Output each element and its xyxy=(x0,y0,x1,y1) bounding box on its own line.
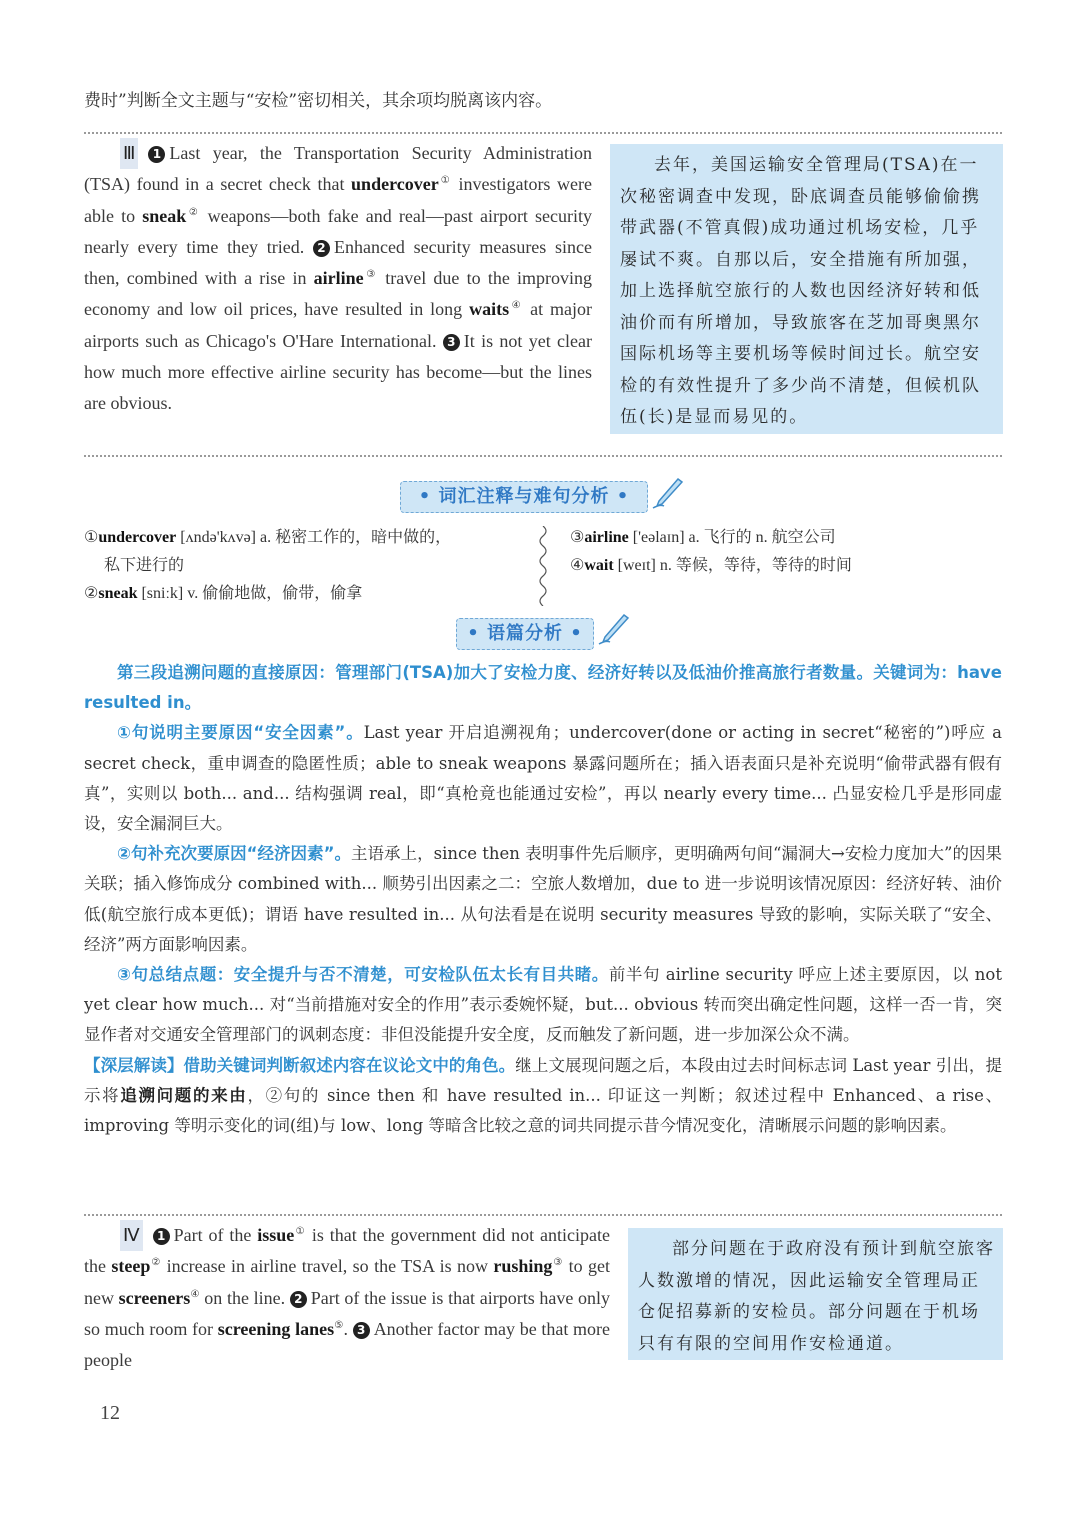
divider-mid xyxy=(84,455,1002,457)
analysis-summary: 第三段追溯问题的直接原因：管理部门(TSA)加大了安检力度、经济好转以及低油价推高旅行者数量。关键词为：have resulted in。 xyxy=(84,663,1002,713)
footnote-mark-3: ③ xyxy=(552,1257,564,1269)
paragraph-3-translation: 去年，美国运输安全管理局(TSA)在一次秘密调查中发现，卧底调查员能够偷偷携带武器(不管真假)成功通过机场安检，几乎屡试不爽。自那以后，安全措施有所加强，加上选择航空旅行的人数也因经济好转和低油价而有所增加，导致旅客在芝加哥奥黑尔国际机场等主要机场等候时间过长。航空安检的有效性提升了多少尚不清楚，但候机队伍(长)是显而易见的。 xyxy=(620,155,981,427)
footnote-mark-4: ④ xyxy=(190,1288,200,1300)
footnote-mark-5: ⑤ xyxy=(334,1319,344,1331)
sentence-2c: at major airports such as Chicago's O'Hare International. xyxy=(84,299,593,351)
vocab-word-screeners: screeners xyxy=(118,1287,191,1308)
pen-icon xyxy=(596,612,630,646)
analysis-body xyxy=(84,658,1002,1141)
wavy-divider xyxy=(537,526,549,606)
sentence-1d: to get new xyxy=(84,1256,611,1308)
sentence-1e: on the line. xyxy=(204,1287,286,1308)
sentence-1b: investigators were able to xyxy=(84,174,593,226)
sentence-1c: weapons—both fake and real—past airport security nearly every time they tried. xyxy=(84,205,593,257)
paragraph-4-english: Ⅳ 1 Part of the issue① is that the government did not anticipate the steep② increase in airline travel, so the TSA is now rushing③ to get new screeners④ on the line. 2 Part of the issue is that airports have only so much room for screening lanes⑤. 3 Another factor may be that more people xyxy=(84,1220,610,1376)
sentence-3: Another factor may be that more people xyxy=(84,1318,611,1371)
vocab-entry-1-cont: 私下进行的 xyxy=(104,557,185,574)
vocab-entry-4: ④wait [weɪt] n. 等候，等待，等待的时间 xyxy=(570,557,852,574)
footnote-mark-2: ② xyxy=(186,206,201,218)
vocab-word-airline: airline xyxy=(313,268,364,289)
vocab-word-rushing: rushing xyxy=(493,1256,553,1277)
pen-icon xyxy=(650,476,684,510)
sentence-number-3: 3 xyxy=(353,1322,370,1339)
footnote-mark-2: ② xyxy=(150,1257,162,1269)
paragraph-4-translation: 部分问题在于政府没有预计到航空旅客人数激增的情况，因此运输安全管理局正仓促招募新的安检员。部分问题在于机场只有有限的空间用作安检通道。 xyxy=(638,1239,995,1354)
vocab-headword-sneak: sneak xyxy=(98,585,138,602)
paragraph-3-english xyxy=(84,138,592,420)
vocab-entry-2: ②sneak [sniːk] v. 偷偷地做，偷带，偷拿 xyxy=(84,585,363,602)
vocab-word-undercover: undercover xyxy=(351,174,439,195)
footnote-mark-1: ① xyxy=(294,1226,306,1237)
sentence-number-1: 1 xyxy=(148,146,165,163)
vocab-headword-wait: wait xyxy=(584,557,614,574)
analysis-sentence-1: ①句说明主要原因“安全因素”。Last year 开启追溯视角；undercover(done or acting in secret“秘密的”)呼应 a secret check，重申调查的隐匿性质；able to sneak weapons 暴露问题所在；插入语表面只是补充说明“偷带武器有假有真”，实则以 both... and... 结构强调 real，即“真枪竟也能通过安检”，再以 nearly every time... 凸显安检几乎是形同虚设，安全漏洞巨大。 xyxy=(84,723,1002,834)
sentence-2a: Enhanced security measures since then, combined with a rise in xyxy=(84,236,592,289)
vocab-entry-3: ③airline ['eəlaɪn] a. 飞行的 n. 航空公司 xyxy=(570,529,836,546)
paragraph-3-translation-box xyxy=(610,144,1003,434)
analysis-sentence-2: ②句补充次要原因“经济因素”。主语承上，since then 表明事件先后顺序，更明确两句间“漏洞大→安检力度加大”的因果关联；插入修饰成分 combined with... 顺势引出因素之二：空旅人数增加，due to 进一步说明该情况原因：经济好转、油价低(航空旅行成本更低)；谓语 have resulted in... 从句法看是在说明 security measures 导致的影响，实际关联了“安全、经济”两方面影响因素。 xyxy=(84,844,1002,954)
analysis-sentence-3: ③句总结点题：安全提升与否不清楚，可安检队伍太长有目共睹。前半句 airline security 呼应上述主要原因，以 not yet clear how much... 对“当前措施对安全的作用”表示委婉怀疑，but... obvious 转而突出确定性问题，这样一否一肯，突显作者对交通安全管理部门的讽刺态度：非但没能提升安全度，反而触发了新问题，进一步加深公众不满。 xyxy=(84,965,1002,1045)
sentence-1a: Part of the xyxy=(173,1225,252,1245)
footnote-mark-3: ③ xyxy=(363,269,379,281)
sentence-number-3: 3 xyxy=(443,334,460,351)
vocab-headword-undercover: undercover xyxy=(98,529,177,546)
roman-numeral-4: Ⅳ xyxy=(120,1220,143,1251)
divider-bottom xyxy=(84,1214,1002,1216)
sentence-2a: Part of the issue is that airports have only so much room for xyxy=(84,1287,611,1339)
vocab-entry-1: ①undercover [ʌndə'kʌvə] a. 秘密工作的，暗中做的， xyxy=(84,529,452,546)
vocab-word-issue: issue xyxy=(257,1225,295,1245)
vocab-word-steep: steep xyxy=(111,1256,151,1277)
sentence-3: It is not yet clear how much more effective airline security has become—but the lines are obvious. xyxy=(84,330,592,414)
analysis-section-title: • 语篇分析 • xyxy=(456,618,594,650)
vocab-word-sneak: sneak xyxy=(142,205,187,226)
page-number: 12 xyxy=(100,1402,120,1424)
analysis-deep-reading: 【深层解读】借助关键词判断叙述内容在议论文中的角色。继上文展现问题之后，本段由过去时间标志词 Last year 引出，提示将追溯问题的来由，②句的 since then 和 have resulted in... 印证这一判断；叙述过程中 Enhanced、a rise、improving 等明示变化的词(组)与 low、long 等暗含比较之意的词共同提示昔今情况变化，清晰展示问题的影响因素。 xyxy=(84,1055,1003,1136)
vocab-section-title: • 词汇注释与难句分析 • xyxy=(400,481,648,513)
top-continuation-line: 费时”判断全文主题与“安检”密切相关，其余项均脱离该内容。 xyxy=(84,91,553,111)
vocab-headword-airline: airline xyxy=(584,529,629,546)
paragraph-4-translation-box xyxy=(628,1228,1003,1360)
sentence-1a: Last year, the Transportation Security Administration (TSA) found in a secret check that xyxy=(84,143,592,195)
vocab-word-screening-lanes: screening lanes xyxy=(217,1318,335,1339)
sentence-2b: travel due to the improving economy and low oil prices, have resulted in long xyxy=(84,268,593,320)
sentence-number-2: 2 xyxy=(290,1291,307,1308)
sentence-number-1: 1 xyxy=(153,1228,170,1245)
vocab-word-waits: waits xyxy=(469,299,510,320)
sentence-1b: is that the government did not anticipate the xyxy=(84,1225,611,1277)
sentence-number-2: 2 xyxy=(313,240,330,257)
sentence-1c: increase in airline travel, so the TSA is now xyxy=(166,1256,488,1277)
footnote-mark-1: ① xyxy=(438,175,452,187)
footnote-mark-4: ④ xyxy=(509,300,524,312)
roman-numeral-3: Ⅲ xyxy=(120,138,138,169)
divider-top xyxy=(84,132,1002,134)
